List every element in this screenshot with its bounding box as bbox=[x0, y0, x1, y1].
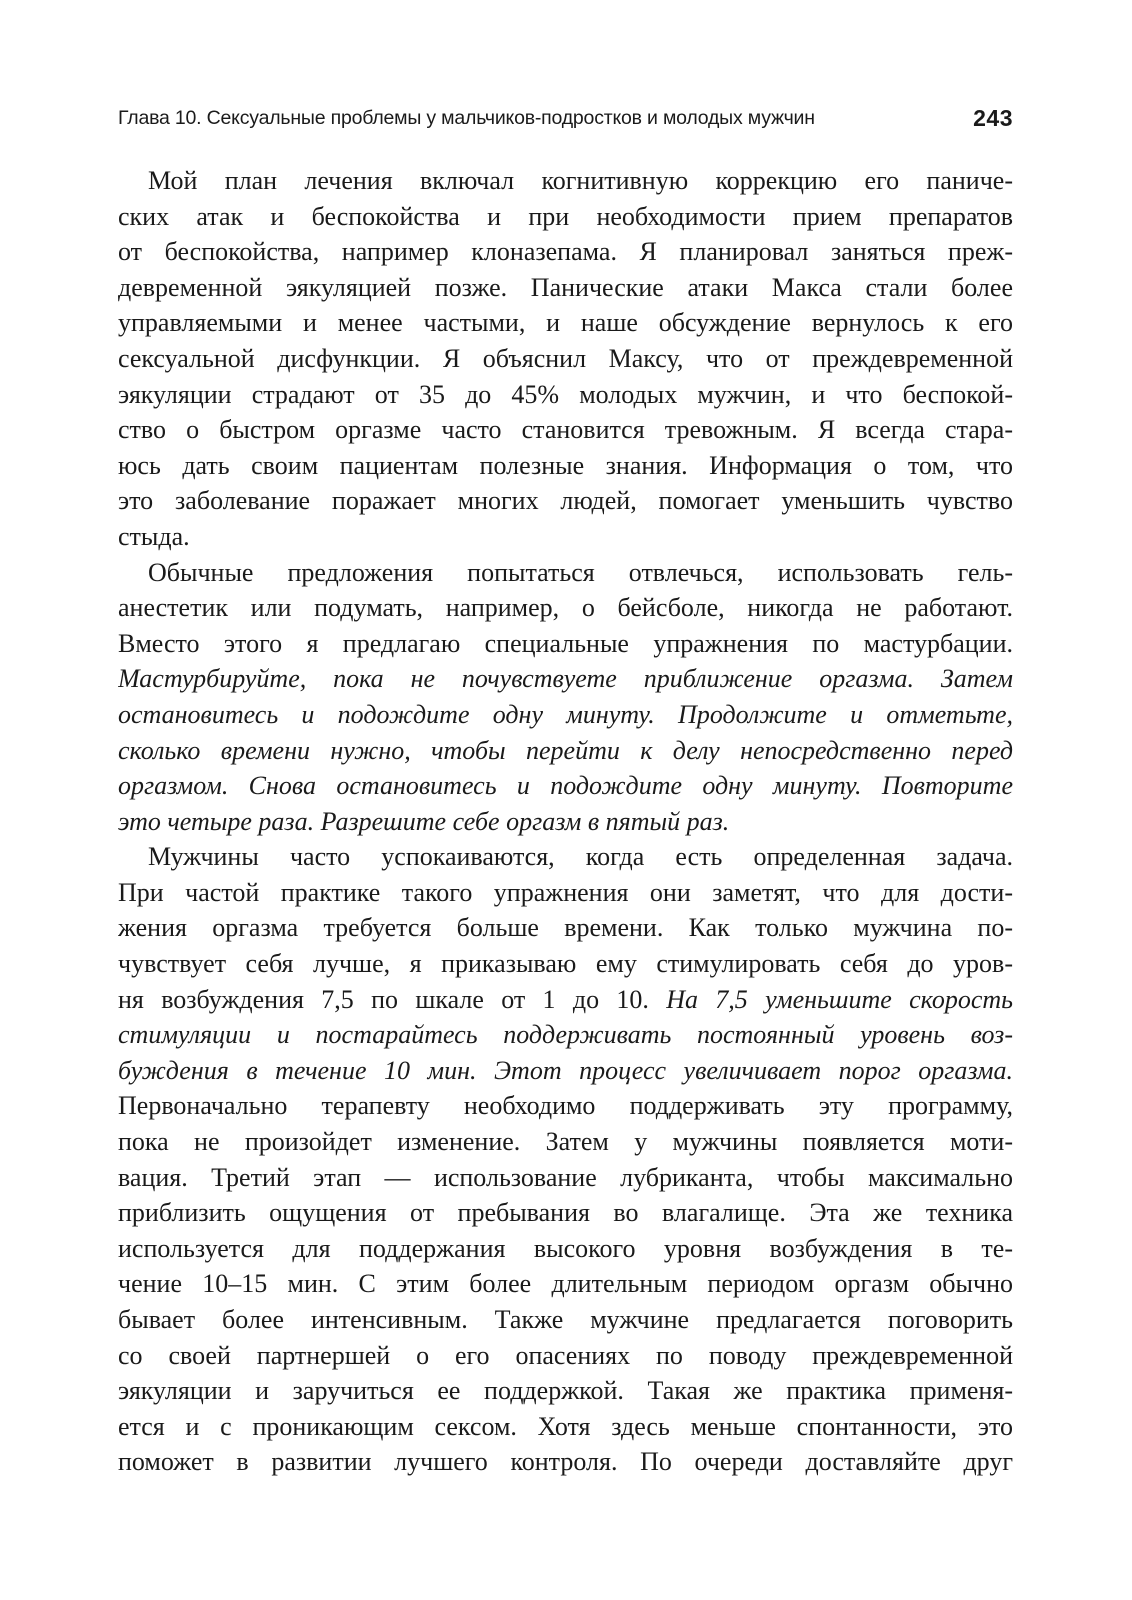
text-line-content: это четыре раза. Разрешите себе оргазм в пятый раз. bbox=[118, 806, 730, 836]
text-line-content: от беспокойства, например клоназепама. Я планировал заняться преж- bbox=[118, 237, 1013, 267]
text-line-content: эякуляции страдают от 35 до 45% молодых мужчин, и что беспокой- bbox=[118, 379, 1013, 409]
text-line bbox=[118, 555, 1013, 591]
text-line bbox=[118, 1124, 1013, 1160]
text-line-content: Мой план лечения включал когнитивную коррекцию его паниче- bbox=[148, 166, 1013, 195]
text-line-content: поможет в развитии лучшего контроля. По очереди доставляйте друг bbox=[118, 1447, 1013, 1477]
text-line-content: бывает более интенсивным. Также мужчине предлагается поговорить bbox=[118, 1305, 1013, 1334]
text-line bbox=[118, 626, 1013, 662]
italic-fragment: На 7,5 уменьшите скорость bbox=[666, 984, 1013, 1014]
text-line-content: чувствует себя лучше, я приказываю ему стимулировать себя до уров- bbox=[118, 949, 1013, 979]
paragraph bbox=[118, 839, 1013, 1480]
text-line bbox=[118, 946, 1013, 982]
text-line-content: жения оргазма требуется больше времени. Как только мужчина по- bbox=[118, 913, 1013, 943]
text-line bbox=[118, 305, 1013, 341]
text-line bbox=[118, 697, 1013, 733]
text-line-content: Первоначально терапевту необходимо поддерживать эту программу, bbox=[118, 1091, 1013, 1121]
text-line bbox=[118, 839, 1013, 875]
text-line bbox=[118, 199, 1013, 235]
text-line-content: девременной эякуляцией позже. Панические атаки Макса стали более bbox=[118, 272, 1013, 302]
text-line bbox=[118, 234, 1013, 270]
text-line-content: Вместо этого я предлагаю специальные упражнения по мастурбации. bbox=[118, 628, 1013, 658]
text-line bbox=[118, 163, 1013, 199]
chapter-title: Глава 10. Сексуальные проблемы у мальчиков-подростков и молодых мужчин bbox=[118, 107, 815, 129]
text-line-content: При частой практике такого упражнения они заметят, что для дости- bbox=[118, 877, 1013, 907]
text-line-content: ских атак и беспокойства и при необходимости прием препаратов bbox=[118, 201, 1013, 231]
text-line-content: используется для поддержания высокого уровня возбуждения в те- bbox=[118, 1233, 1013, 1263]
text-line bbox=[118, 1088, 1013, 1124]
text-line bbox=[118, 377, 1013, 413]
text-line-content: буждения в течение 10 мин. Этот процесс увеличивает порог оргазма. bbox=[118, 1055, 1013, 1085]
text-line bbox=[118, 1409, 1013, 1445]
paragraph bbox=[118, 163, 1013, 555]
text-line bbox=[118, 1017, 1013, 1053]
text-line bbox=[118, 733, 1013, 769]
text-line bbox=[118, 1338, 1013, 1374]
text-line bbox=[118, 1266, 1013, 1302]
text-line-content: юсь дать своим пациентам полезные знания. Информация о том, что bbox=[118, 450, 1013, 480]
text-line bbox=[118, 1444, 1013, 1480]
text-line-content: сколько времени нужно, чтобы перейти к делу непосредственно перед bbox=[118, 735, 1013, 765]
text-line-content: оргазмом. Снова остановитесь и подождите одну минуту. Повторите bbox=[118, 771, 1013, 801]
text-line-content: приблизить ощущения от пребывания во влагалище. Эта же техника bbox=[118, 1198, 1013, 1228]
running-head bbox=[118, 102, 1013, 134]
text-line bbox=[118, 448, 1013, 484]
text-line bbox=[118, 1302, 1013, 1338]
text-line bbox=[118, 1053, 1013, 1089]
text-line bbox=[118, 1231, 1013, 1267]
text-line bbox=[118, 341, 1013, 377]
text-line-content: это заболевание поражает многих людей, помогает уменьшить чувство bbox=[118, 486, 1013, 516]
text-line-content: со своей партнершей о его опасениях по поводу преждевременной bbox=[118, 1340, 1013, 1370]
page-number: 243 bbox=[973, 105, 1013, 131]
text-line bbox=[118, 483, 1013, 519]
text-line bbox=[118, 910, 1013, 946]
text-line-content: ня возбуждения 7,5 по шкале от 1 до 10. bbox=[118, 984, 649, 1014]
paragraph bbox=[118, 555, 1013, 840]
text-line bbox=[118, 1160, 1013, 1196]
text-line-content: ется и с проникающим сексом. Хотя здесь меньше спонтанности, это bbox=[118, 1411, 1013, 1441]
text-line-content: ство о быстром оргазме часто становится тревожным. Я всегда стара- bbox=[118, 415, 1013, 445]
text-line-content: стимуляции и постарайтесь поддерживать постоянный уровень воз- bbox=[118, 1020, 1013, 1050]
text-line-content: пока не произойдет изменение. Затем у мужчины появляется моти- bbox=[118, 1127, 1013, 1157]
text-line bbox=[118, 1373, 1013, 1409]
text-line bbox=[118, 590, 1013, 626]
text-line-content: чение 10–15 мин. С этим более длительным периодом оргазм обычно bbox=[118, 1269, 1013, 1299]
text-line-content: Обычные предложения попытаться отвлечься, использовать гель- bbox=[148, 557, 1013, 587]
text-line-content: управляемыми и менее частыми, и наше обсуждение вернулось к его bbox=[118, 308, 1013, 338]
text-line-content: стыда. bbox=[118, 521, 190, 551]
text-line bbox=[118, 270, 1013, 306]
text-line-content: вация. Третий этап — использование лубриканта, чтобы максимально bbox=[118, 1162, 1013, 1192]
text-line-content: сексуальной дисфункции. Я объяснил Максу, что от преждевременной bbox=[118, 343, 1013, 373]
text-line bbox=[118, 519, 1013, 555]
text-line-content: Мужчины часто успокаиваются, когда есть определенная задача. bbox=[148, 842, 1013, 872]
text-line-content: анестетик или подумать, например, о бейсболе, никогда не работают. bbox=[118, 593, 1013, 623]
text-line-content: Мастурбируйте, пока не почувствуете приближение оргазма. Затем bbox=[118, 664, 1013, 694]
text-line bbox=[118, 1195, 1013, 1231]
body-text bbox=[118, 163, 1013, 1480]
text-line bbox=[118, 804, 1013, 840]
text-line bbox=[118, 661, 1013, 697]
text-line-content: эякуляции и заручиться ее поддержкой. Такая же практика применя- bbox=[118, 1376, 1013, 1406]
text-line bbox=[118, 982, 1013, 1018]
text-line bbox=[118, 768, 1013, 804]
text-line-content: остановитесь и подождите одну минуту. Продолжите и отметьте, bbox=[118, 699, 1013, 729]
text-line bbox=[118, 412, 1013, 448]
text-line bbox=[118, 875, 1013, 911]
